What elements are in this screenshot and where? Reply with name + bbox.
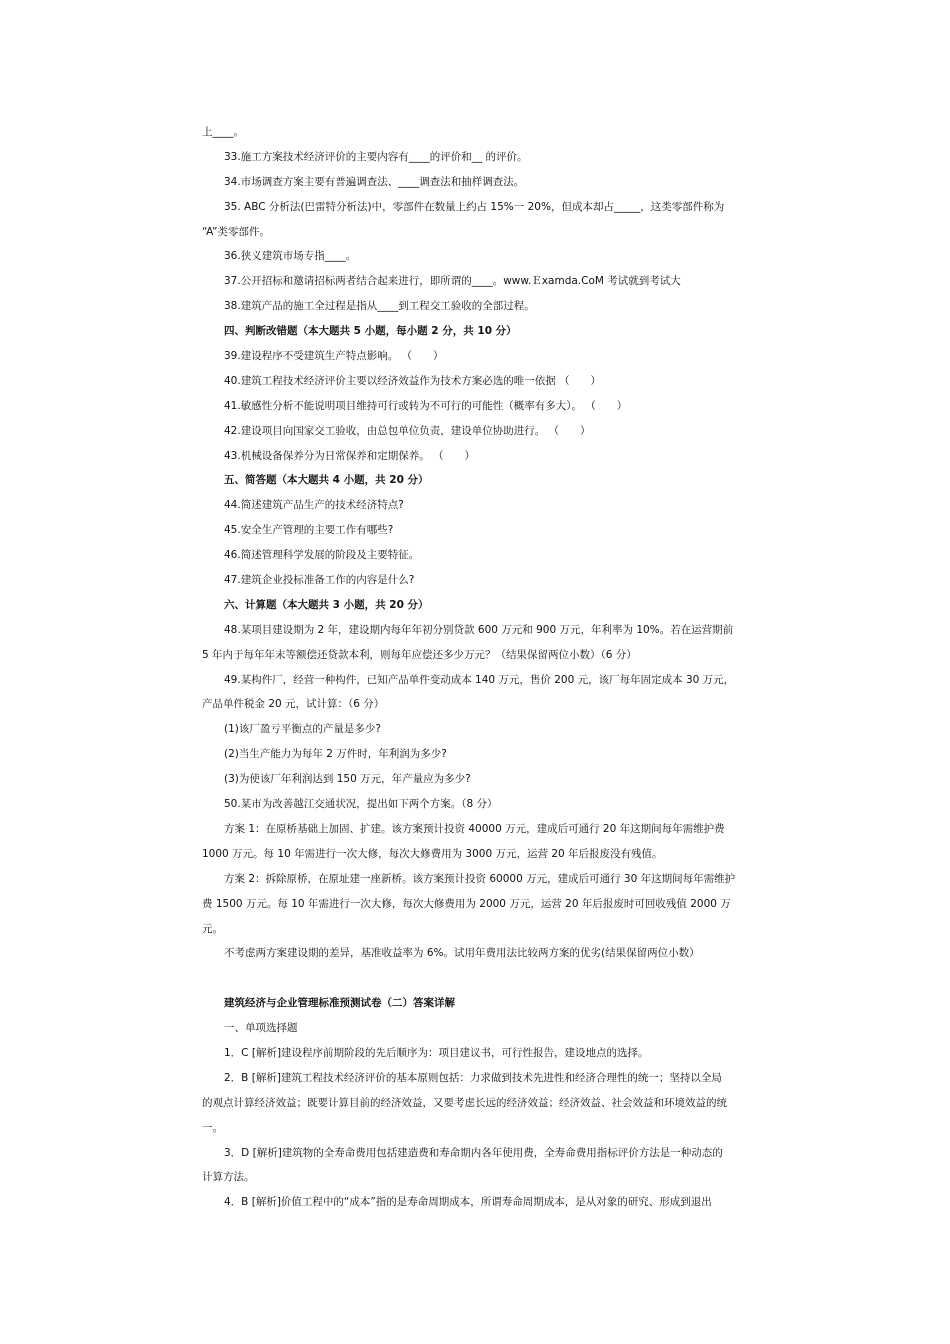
text-line: 费 1500 万元。每 10 年需进行一次大修，每次大修费用为 2000 万元，运营 20 年后报废时可回收残值 2000 万 bbox=[202, 897, 731, 910]
text-line: 方案 2：拆除原桥，在原址建一座新桥。该方案预计投资 60000 万元，建成后可通行 30 年这期间每年需维护 bbox=[224, 872, 736, 885]
text-line: 不考虑两方案建设期的差异，基准收益率为 6%。试用年费用法比较两方案的优劣(结果保留两位小数） bbox=[224, 947, 700, 960]
text-line: 44.简述建筑产品生产的技术经济特点? bbox=[224, 499, 404, 512]
text-line: 36.狭义建筑市场专指____。 bbox=[224, 250, 357, 263]
text-line: “A”类零部件。 bbox=[202, 225, 270, 238]
text-line: 元。 bbox=[202, 922, 223, 935]
text-line: 48.某项目建设期为 2 年，建设期内每年年初分别贷款 600 万元和 900 万元，年利率为 10%。若在运营期前 bbox=[224, 623, 734, 636]
document-body bbox=[202, 126, 748, 1208]
text-line: 38.建筑产品的施工全过程是指从____到工程交工验收的全部过程。 bbox=[224, 300, 535, 313]
text-line: 39.建设程序不受建筑生产特点影响。 （ ） bbox=[224, 350, 444, 363]
text-line: 42.建设项目向国家交工验收，由总包单位负责，建设单位协助进行。 （ ） bbox=[224, 424, 591, 437]
text-line: 46.简述管理科学发展的阶段及主要特征。 bbox=[224, 549, 420, 562]
section-heading: 五、简答题（本大题共 4 小题，共 20 分） bbox=[224, 474, 429, 487]
text-line: 50.某市为改善越江交通状况，提出如下两个方案。（8 分） bbox=[224, 798, 498, 811]
text-line: 一。 bbox=[202, 1121, 223, 1134]
text-line: 上____。 bbox=[202, 126, 244, 138]
text-line: 35. ABC 分析法(巴雷特分析法)中，零部件在数量上约占 15%一 20%，但成本却占_____，这类零部件称为 bbox=[224, 200, 725, 213]
text-line: 41.敏感性分析不能说明项目维持可行或转为不可行的可能性（概率有多大）。 （ ） bbox=[224, 399, 628, 412]
text-line bbox=[202, 972, 748, 984]
text-line: 4．B [解析]价值工程中的“成本”指的是寿命周期成本，所谓寿命周期成本，是从对象的研究、形成到退出 bbox=[224, 1196, 712, 1209]
text-line: 34.市场调查方案主要有普遍调查法、____调查法和抽样调查法。 bbox=[224, 175, 525, 188]
text-line: 产品单件税金 20 元，试计算：（6 分） bbox=[202, 698, 385, 711]
text-line: 45.安全生产管理的主要工作有哪些? bbox=[224, 524, 394, 537]
text-line: 计算方法。 bbox=[202, 1171, 255, 1184]
text-line: 33.施工方案技术经济评价的主要内容有____的评价和__ 的评价。 bbox=[224, 150, 528, 163]
section-heading: 六、计算题（本大题共 3 小题，共 20 分） bbox=[224, 598, 429, 611]
text-line: 一、单项选择题 bbox=[224, 1022, 298, 1035]
text-line: 47.建筑企业投标准备工作的内容是什么? bbox=[224, 574, 415, 587]
section-heading: 四、判断改错题（本大题共 5 小题，每小题 2 分，共 10 分） bbox=[224, 325, 517, 338]
text-line: 的观点计算经济效益；既要计算目前的经济效益，又要考虑长远的经济效益；经济效益、社会效益和环境效益的统 bbox=[202, 1096, 727, 1109]
text-line: 2．B [解析]建筑工程技术经济评价的基本原则包括：力求做到技术先进性和经济合理性的统一；坚持以全局 bbox=[224, 1071, 722, 1084]
text-line: (1)该厂盈亏平衡点的产量是多少? bbox=[224, 723, 381, 736]
text-line: 1000 万元。每 10 年需进行一次大修，每次大修费用为 3000 万元，运营 20 年后报废没有残值。 bbox=[202, 847, 663, 860]
text-line: 40.建筑工程技术经济评价主要以经济效益作为技术方案必选的唯一依据 （ ） bbox=[224, 374, 602, 387]
text-line: (3)为使该厂年利润达到 150 万元，年产量应为多少? bbox=[224, 773, 471, 786]
text-line: 5 年内于每年年末等额偿还贷款本利，则每年应偿还多少万元？（结果保留两位小数）（6 分） bbox=[202, 648, 637, 661]
text-line: 方案 1：在原桥基础上加固、扩建。该方案预计投资 40000 万元，建成后可通行 20 年这期间每年需维护费 bbox=[224, 822, 725, 835]
text-line: 37.公开招标和邀请招标两者结合起来进行，即所谓的____。www.Ｅxamda.CoM 考试就到考试大 bbox=[224, 275, 681, 288]
text-line: 43.机械设备保养分为日常保养和定期保养。 （ ） bbox=[224, 449, 476, 462]
text-line: 1．C [解析]建设程序前期阶段的先后顺序为：项目建议书，可行性报告，建设地点的选择。 bbox=[224, 1046, 649, 1059]
section-heading: 建筑经济与企业管理标准预测试卷（二）答案详解 bbox=[224, 997, 455, 1010]
text-line: (2)当生产能力为每年 2 万件时，年利润为多少? bbox=[224, 748, 447, 761]
text-line: 49.某构件厂，经营一种构件，已知产品单件变动成本 140 万元，售价 200 元，该厂每年固定成本 30 万元， bbox=[224, 673, 735, 686]
text-line: 3．D [解析]建筑物的全寿命费用包括建造费和寿命期内各年使用费，全寿命费用指标评价方法是一种动态的 bbox=[224, 1146, 723, 1159]
